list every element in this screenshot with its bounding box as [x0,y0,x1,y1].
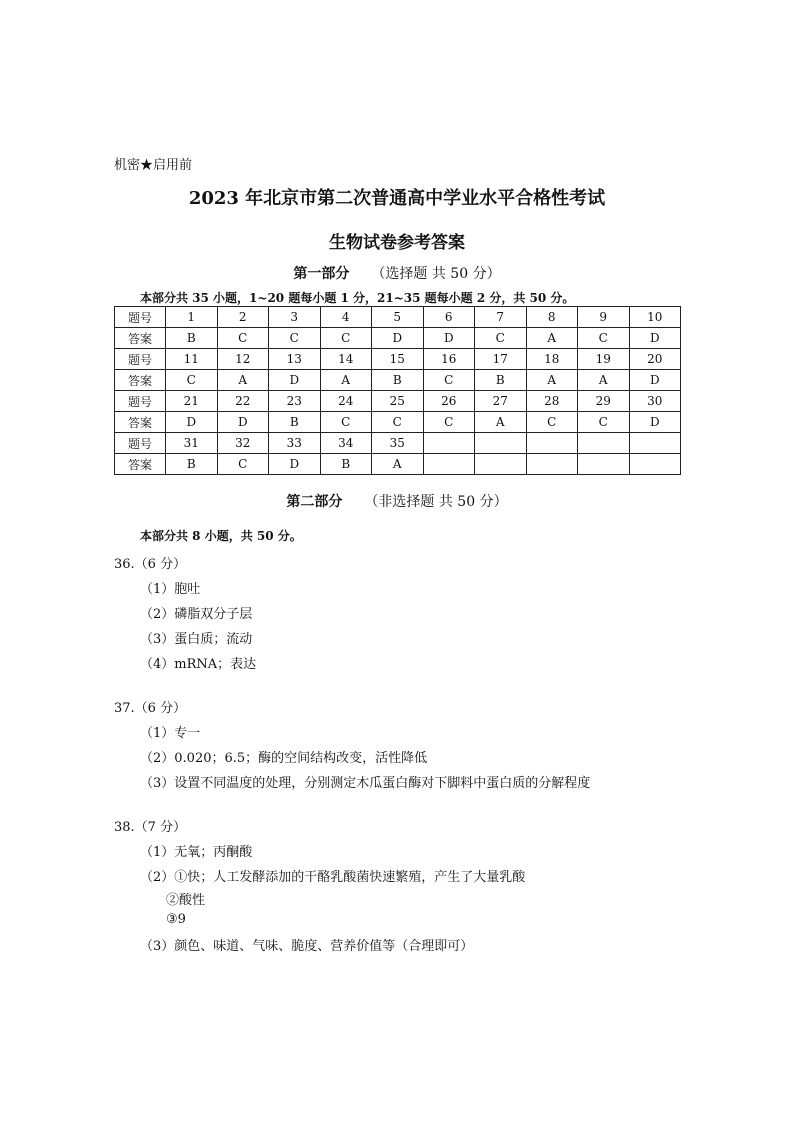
answer-cell: C [423,412,475,433]
answer-cell: C [320,412,372,433]
question-number-cell: 20 [629,349,681,370]
answer-cell: C [372,412,424,433]
answer-cell: C [578,412,630,433]
question-number-cell: 28 [526,391,578,412]
answer-cell [475,454,527,475]
question-number-cell: 17 [475,349,527,370]
question-37-item: （1）专一 [140,726,201,741]
answer-key-subtitle: 生物试卷参考答案 [329,233,465,253]
question-number-cell [629,433,681,454]
answer-cell: A [217,370,269,391]
answer-cell: D [217,412,269,433]
part2-heading [0,491,794,511]
answer-row [115,328,681,349]
question-number-cell: 29 [578,391,630,412]
answer-cell: C [166,370,218,391]
answer-cell: A [526,370,578,391]
answer-cell: C [475,328,527,349]
question-number-cell: 9 [578,307,630,328]
answer-cell: D [629,328,681,349]
question-38-item: （3）颜色、味道、气味、脆度、营养价值等（合理即可） [140,939,474,954]
exam-title: 2023 年北京市第二次普通高中学业水平合格性考试 [188,188,606,209]
answer-cell [578,454,630,475]
question-number-cell: 7 [475,307,527,328]
confidential-label: 机密★启用前 [114,158,193,173]
question-38-item: ③9 [166,912,186,927]
question-36-title: 36.（6 分） [114,557,187,572]
answer-cell: B [166,454,218,475]
question-number-cell: 24 [320,391,372,412]
question-38-item: （1）无氧；丙酮酸 [140,845,253,860]
question-number-cell: 1 [166,307,218,328]
answer-cell: B [269,412,321,433]
question-number-cell: 5 [372,307,424,328]
part2-name: 第二部分 [286,494,343,510]
question-number-cell: 25 [372,391,424,412]
part1-note: 本部分共 35 小题，1~20 题每小题 1 分，21~35 题每小题 2 分，共 50 分。 [140,291,575,305]
question-number-cell: 15 [372,349,424,370]
answer-cell: B [166,328,218,349]
question-36-item: （3）蛋白质；流动 [140,632,253,647]
question-37-item: （3）设置不同温度的处理，分别测定木瓜蛋白酶对下脚料中蛋白质的分解程度 [140,776,591,791]
question-36-item: （4）mRNA；表达 [140,657,257,672]
answer-label: 答案 [115,454,166,475]
question-number-label: 题号 [115,433,166,454]
answer-cell: C [217,454,269,475]
part1-name: 第一部分 [293,266,350,282]
answer-cell: B [372,370,424,391]
answer-cell: C [578,328,630,349]
answer-cell: D [166,412,218,433]
answer-cell: B [320,454,372,475]
question-number-cell: 8 [526,307,578,328]
answer-cell: C [217,328,269,349]
question-number-cell: 26 [423,391,475,412]
answer-cell: D [372,328,424,349]
answer-label: 答案 [115,370,166,391]
question-37-item: （2）0.020；6.5；酶的空间结构改变，活性降低 [140,751,428,766]
question-number-cell: 12 [217,349,269,370]
answer-label: 答案 [115,328,166,349]
question-number-cell: 27 [475,391,527,412]
question-number-cell: 21 [166,391,218,412]
answer-cell: A [320,370,372,391]
answer-table [114,306,681,475]
question-number-cell: 30 [629,391,681,412]
question-number-row [115,391,681,412]
answer-cell [526,454,578,475]
question-number-cell: 3 [269,307,321,328]
answer-label: 答案 [115,412,166,433]
question-37-title: 37.（6 分） [114,701,187,716]
question-number-cell [475,433,527,454]
question-number-cell: 34 [320,433,372,454]
question-number-cell: 35 [372,433,424,454]
question-number-cell: 19 [578,349,630,370]
question-number-cell: 10 [629,307,681,328]
question-number-label: 题号 [115,391,166,412]
answer-cell: C [320,328,372,349]
answer-cell: A [578,370,630,391]
part1-heading [0,263,794,283]
question-38-title: 38.（7 分） [114,820,187,835]
answer-cell: D [269,454,321,475]
question-number-cell: 32 [217,433,269,454]
answer-cell: D [269,370,321,391]
question-number-cell [526,433,578,454]
question-number-row [115,349,681,370]
question-number-label: 题号 [115,349,166,370]
question-36-item: （1）胞吐 [140,582,201,597]
answer-cell: D [423,328,475,349]
part1-desc: （选择题 共 50 分） [371,266,501,282]
question-36-item: （2）磷脂双分子层 [140,607,253,622]
question-number-row [115,433,681,454]
answer-row [115,412,681,433]
part2-note: 本部分共 8 小题，共 50 分。 [140,529,302,543]
question-number-cell: 31 [166,433,218,454]
question-number-cell: 22 [217,391,269,412]
question-number-cell: 4 [320,307,372,328]
question-number-cell: 16 [423,349,475,370]
question-38-item: （2）①快；人工发酵添加的干酪乳酸菌快速繁殖，产生了大量乳酸 [140,870,526,885]
question-number-cell: 23 [269,391,321,412]
question-number-cell: 33 [269,433,321,454]
answer-row [115,370,681,391]
answer-cell: C [269,328,321,349]
answer-cell: C [423,370,475,391]
answer-cell: B [475,370,527,391]
question-number-row [115,307,681,328]
question-number-cell: 14 [320,349,372,370]
answer-cell: A [526,328,578,349]
question-number-label: 题号 [115,307,166,328]
answer-cell [423,454,475,475]
answer-cell: A [475,412,527,433]
question-number-cell [423,433,475,454]
question-number-cell [578,433,630,454]
question-number-cell: 13 [269,349,321,370]
question-number-cell: 2 [217,307,269,328]
answer-cell: D [629,370,681,391]
answer-cell: C [526,412,578,433]
answer-cell [629,454,681,475]
question-number-cell: 11 [166,349,218,370]
question-38-item: ②酸性 [166,893,206,908]
answer-row [115,454,681,475]
question-number-cell: 6 [423,307,475,328]
answer-cell: D [629,412,681,433]
answer-cell: A [372,454,424,475]
part2-desc: （非选择题 共 50 分） [364,494,508,510]
question-number-cell: 18 [526,349,578,370]
